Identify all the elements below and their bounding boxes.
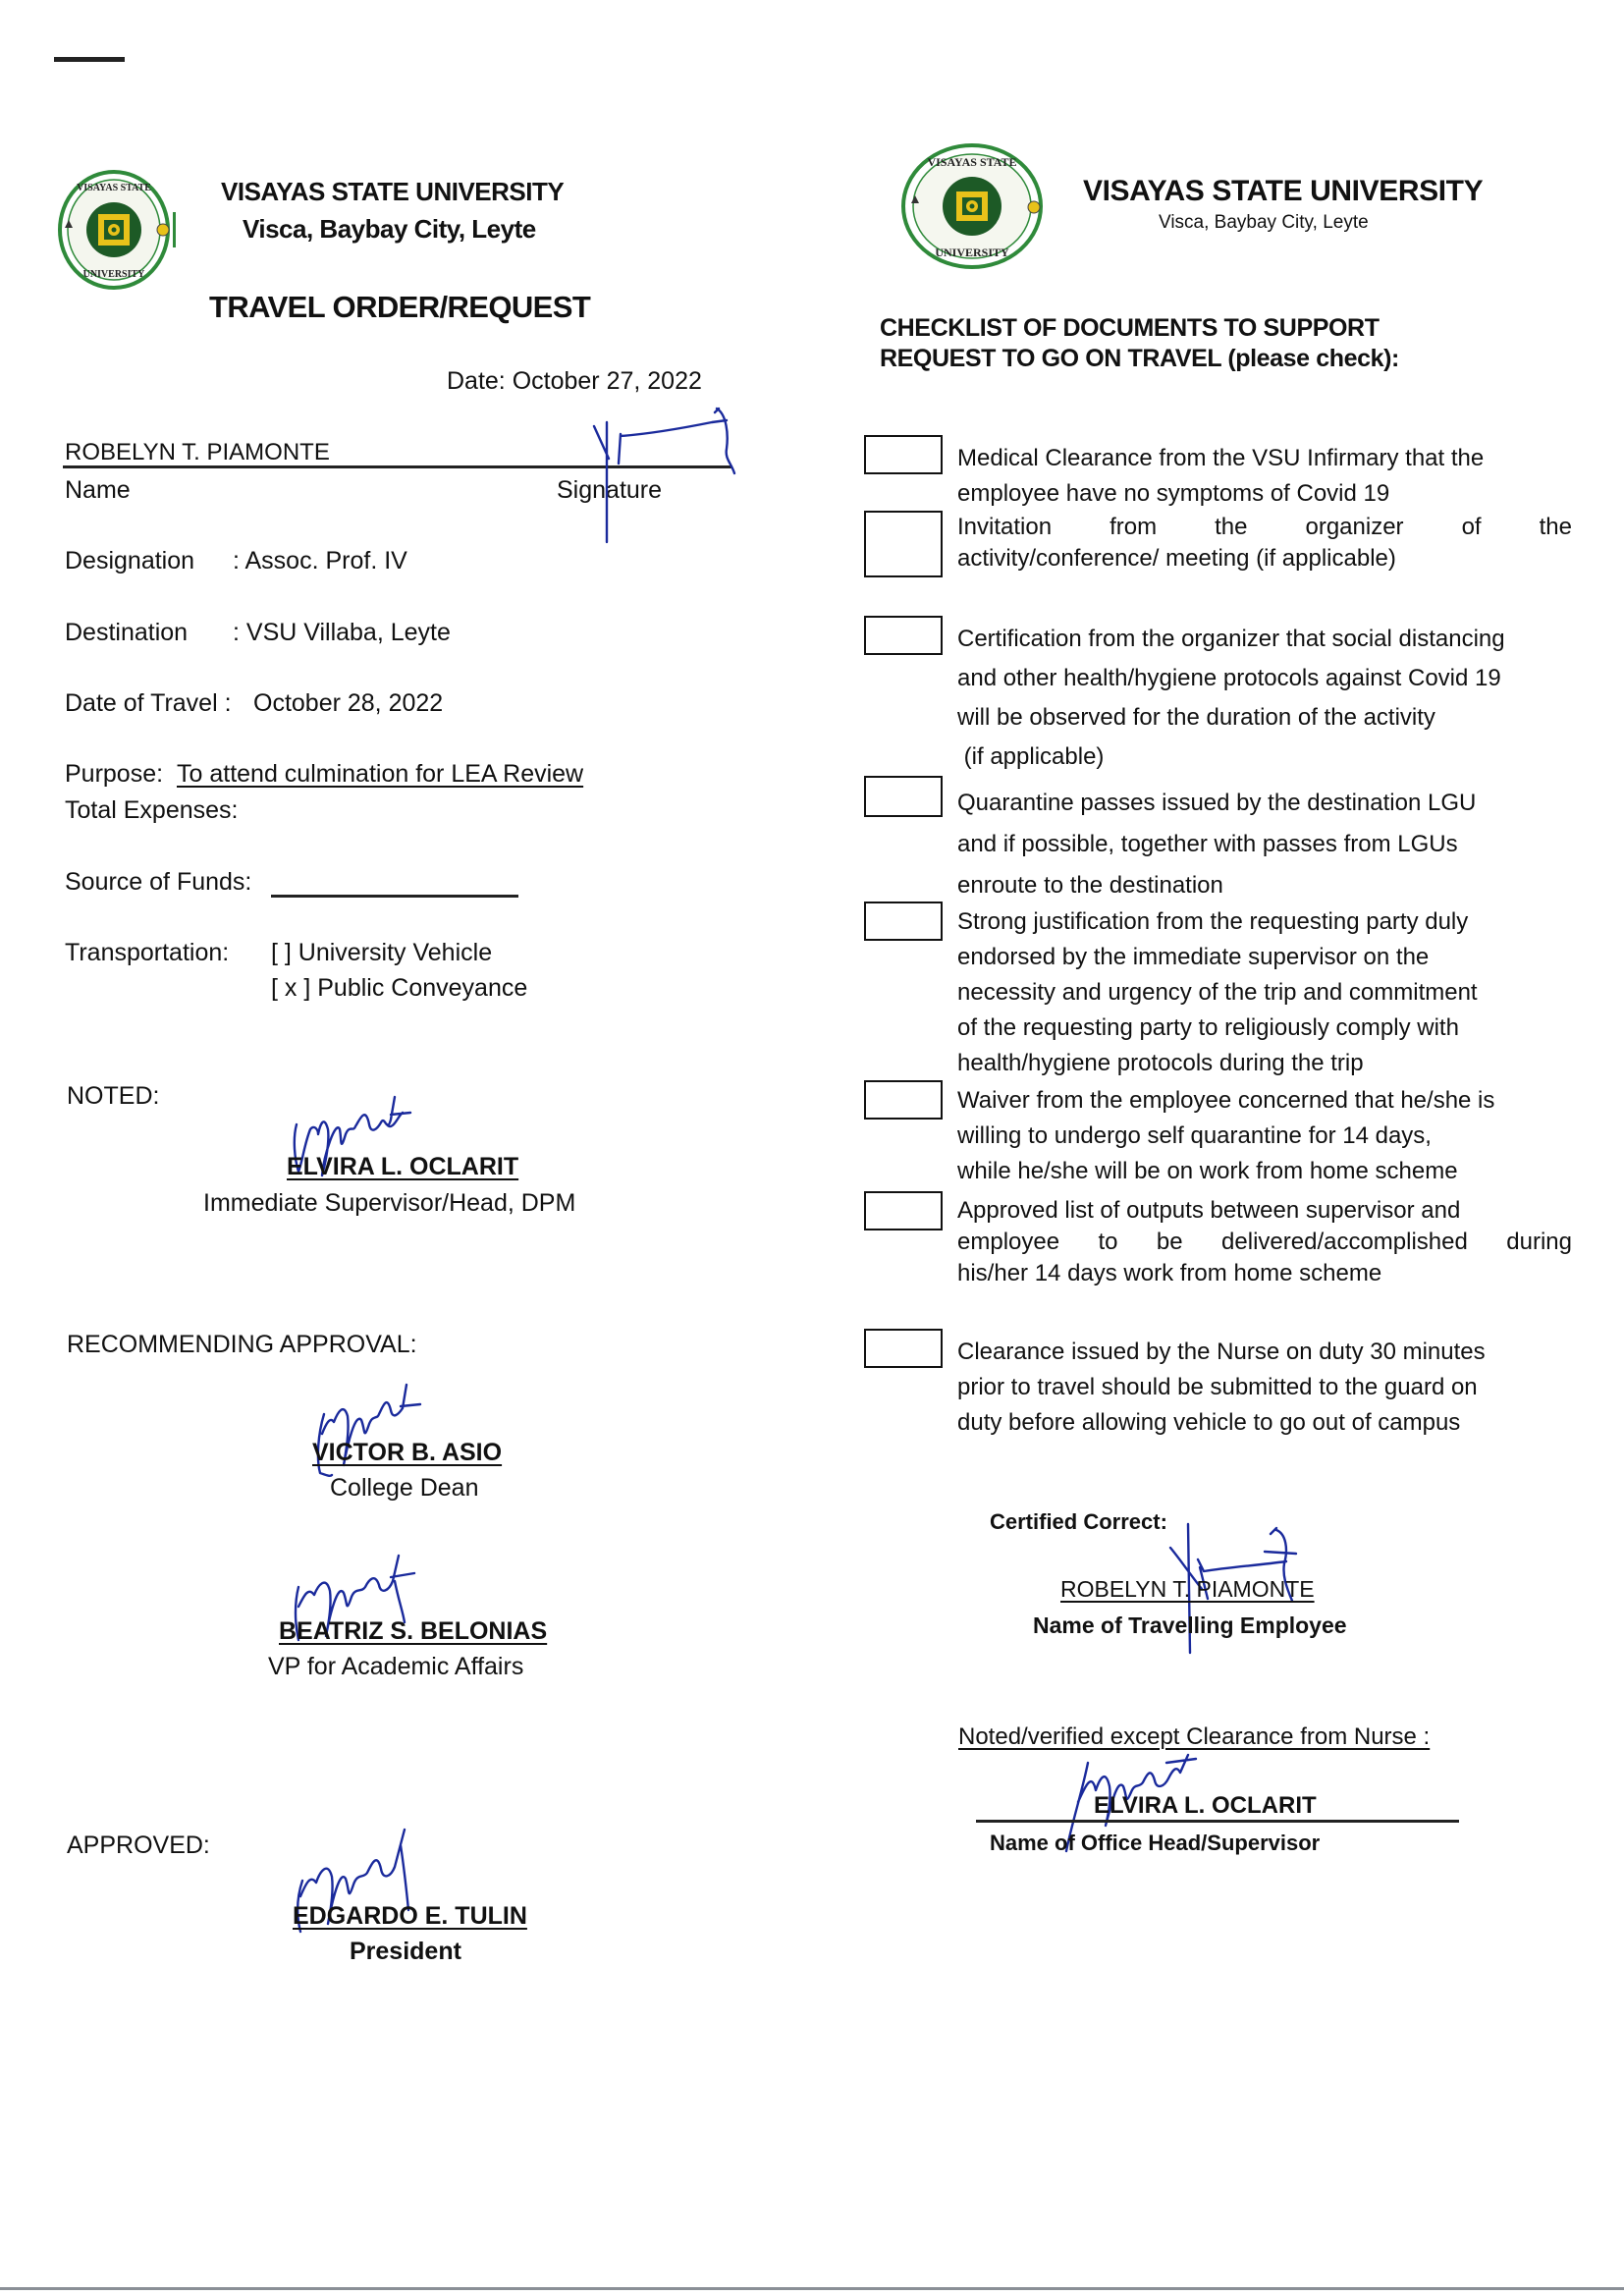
checklist-item-medical-clearance	[957, 441, 1572, 512]
noted-title: Immediate Supervisor/Head, DPM	[203, 1189, 576, 1217]
supervisor-caption: Name of Office Head/Supervisor	[990, 1831, 1321, 1855]
word: to	[1098, 1229, 1118, 1255]
checklist-line: prior to travel should be submitted to the guard on	[957, 1374, 1478, 1400]
date-of-travel-value: October 28, 2022	[253, 689, 444, 717]
checklist-line: endorsed by the immediate supervisor on the	[957, 944, 1430, 970]
checklist-checkbox-nurse-clearance[interactable]	[864, 1329, 943, 1368]
traveller-name: ROBELYN T. PIAMONTE	[1060, 1576, 1315, 1602]
transportation-label: Transportation:	[65, 939, 230, 966]
checklist-checkbox-quarantine-passes[interactable]	[864, 776, 943, 817]
source-of-funds-blank	[271, 895, 518, 898]
right-university-name: VISAYAS STATE UNIVERSITY	[1083, 175, 1484, 207]
noted-heading: NOTED:	[67, 1082, 160, 1110]
source-of-funds-label: Source of Funds:	[65, 868, 252, 896]
form-title: TRAVEL ORDER/REQUEST	[209, 290, 591, 324]
transport-option-label: Public Conveyance	[317, 974, 528, 1002]
scan-mark	[54, 57, 125, 62]
recommending-title: College Dean	[330, 1474, 479, 1502]
destination-label: Destination	[65, 619, 189, 646]
checklist-line: of the requesting party to religiously comply with	[957, 1014, 1459, 1041]
scan-edge-line	[0, 2287, 1624, 2290]
transport-option-university-vehicle	[271, 939, 492, 967]
transport-option-public-conveyance	[271, 974, 527, 1003]
checklist-item-invitation	[957, 512, 1572, 574]
supervisor-name: ELVIRA L. OCLARIT	[1094, 1792, 1317, 1819]
word: the	[1215, 514, 1248, 540]
checklist-item-quarantine-passes	[957, 783, 1572, 906]
recommending-heading: RECOMMENDING APPROVAL:	[67, 1331, 417, 1358]
name-signature-line	[63, 465, 732, 468]
vp-title: VP for Academic Affairs	[268, 1653, 524, 1680]
transport-checkbox-mark: [ ]	[271, 939, 292, 966]
checklist-line: while he/she will be on work from home scheme	[957, 1158, 1458, 1184]
purpose-value: To attend culmination for LEA Review	[177, 760, 584, 788]
checklist-checkbox-waiver[interactable]	[864, 1080, 943, 1120]
checklist-line: (if applicable)	[957, 743, 1105, 770]
checklist-line: enroute to the destination	[957, 872, 1223, 899]
svg-text:VISAYAS STATE: VISAYAS STATE	[927, 155, 1017, 169]
word: employee	[957, 1229, 1060, 1255]
date-of-travel-label: Date of Travel :	[65, 689, 232, 717]
destination-value: : VSU Villaba, Leyte	[233, 619, 451, 646]
checklist-line: necessity and urgency of the trip and commitment	[957, 979, 1478, 1006]
checklist-line	[957, 512, 1572, 543]
word: during	[1506, 1229, 1572, 1255]
vp-name: BEATRIZ S. BELONIAS	[279, 1617, 548, 1645]
checklist-line: and other health/hygiene protocols against Covid 19	[957, 665, 1501, 691]
svg-text:UNIVERSITY: UNIVERSITY	[935, 246, 1009, 259]
recommending-name: VICTOR B. ASIO	[312, 1439, 503, 1466]
vsu-logo-right-icon	[901, 142, 1049, 270]
right-university-address: Visca, Baybay City, Leyte	[1159, 212, 1369, 233]
checklist-line: duty before allowing vehicle to go out of campus	[957, 1409, 1461, 1436]
checklist-item-waiver	[957, 1083, 1572, 1189]
purpose-label: Purpose:	[65, 760, 164, 788]
checklist-title-line2: REQUEST TO GO ON TRAVEL (please check):	[880, 345, 1399, 372]
certified-correct-label: Certified Correct:	[990, 1509, 1167, 1534]
signature-label: Signature	[557, 476, 663, 504]
word: of	[1461, 514, 1482, 540]
noted-verified-label: Noted/verified except Clearance from Nurse :	[958, 1723, 1431, 1750]
name-label: Name	[65, 476, 131, 504]
checklist-line: his/her 14 days work from home scheme	[957, 1260, 1382, 1286]
checklist-line: willing to undergo self quarantine for 14 days,	[957, 1122, 1432, 1149]
checklist-title-line1: CHECKLIST OF DOCUMENTS TO SUPPORT	[880, 314, 1380, 342]
noted-name: ELVIRA L. OCLARIT	[287, 1153, 519, 1180]
checklist-line: Waiver from the employee concerned that he/she is	[957, 1087, 1495, 1114]
vsu-logo-icon	[57, 169, 177, 292]
designation-label: Designation	[65, 547, 195, 574]
checklist-line: will be observed for the duration of the activity	[957, 704, 1435, 731]
checklist-line: Clearance issued by the Nurse on duty 30 minutes	[957, 1339, 1486, 1365]
checklist-line	[957, 1227, 1572, 1258]
checklist-line: Strong justification from the requesting party duly	[957, 908, 1469, 935]
request-date: Date: October 27, 2022	[447, 367, 702, 395]
checklist-line: Approved list of outputs between supervisor and	[957, 1197, 1461, 1224]
checklist-checkbox-approved-outputs[interactable]	[864, 1191, 943, 1230]
word: be	[1156, 1229, 1183, 1255]
checklist-item-certification	[957, 620, 1572, 777]
word: the	[1539, 514, 1572, 540]
word: from	[1110, 514, 1158, 540]
checklist-line: activity/conference/ meeting (if applicable)	[957, 545, 1396, 572]
transport-option-label: University Vehicle	[298, 939, 493, 966]
checklist-item-justification	[957, 904, 1572, 1081]
word: Invitation	[957, 514, 1053, 540]
total-expenses-label: Total Expenses:	[65, 796, 239, 824]
checklist-checkbox-invitation[interactable]	[864, 511, 943, 577]
president-title: President	[350, 1938, 461, 1965]
president-name: EDGARDO E. TULIN	[293, 1902, 527, 1930]
checklist-line: health/hygiene protocols during the trip	[957, 1050, 1364, 1076]
designation-value: : Assoc. Prof. IV	[233, 547, 407, 574]
word: delivered/accomplished	[1221, 1229, 1468, 1255]
transport-checkbox-mark: [ x ]	[271, 974, 311, 1002]
checklist-item-approved-outputs	[957, 1195, 1572, 1289]
checklist-checkbox-justification[interactable]	[864, 902, 943, 941]
left-university-name: VISAYAS STATE UNIVERSITY	[221, 177, 565, 206]
checklist-item-nurse-clearance	[957, 1335, 1572, 1441]
traveller-caption: Name of Travelling Employee	[1033, 1613, 1347, 1638]
left-university-address: Visca, Baybay City, Leyte	[243, 214, 536, 244]
checklist-checkbox-certification[interactable]	[864, 616, 943, 655]
checklist-line: employee have no symptoms of Covid 19	[957, 480, 1390, 507]
svg-text:VISAYAS STATE: VISAYAS STATE	[77, 183, 151, 193]
approved-heading: APPROVED:	[67, 1831, 210, 1859]
supervisor-signature-line	[976, 1820, 1459, 1823]
checklist-line: and if possible, together with passes from LGUs	[957, 831, 1458, 857]
word: organizer	[1305, 514, 1404, 540]
checklist-line: Medical Clearance from the VSU Infirmary that the	[957, 445, 1485, 471]
checklist-checkbox-medical-clearance[interactable]	[864, 435, 943, 474]
employee-name: ROBELYN T. PIAMONTE	[65, 439, 330, 465]
checklist-line: Certification from the organizer that social distancing	[957, 626, 1505, 652]
svg-text:UNIVERSITY: UNIVERSITY	[82, 269, 145, 280]
checklist-line: Quarantine passes issued by the destination LGU	[957, 790, 1477, 816]
